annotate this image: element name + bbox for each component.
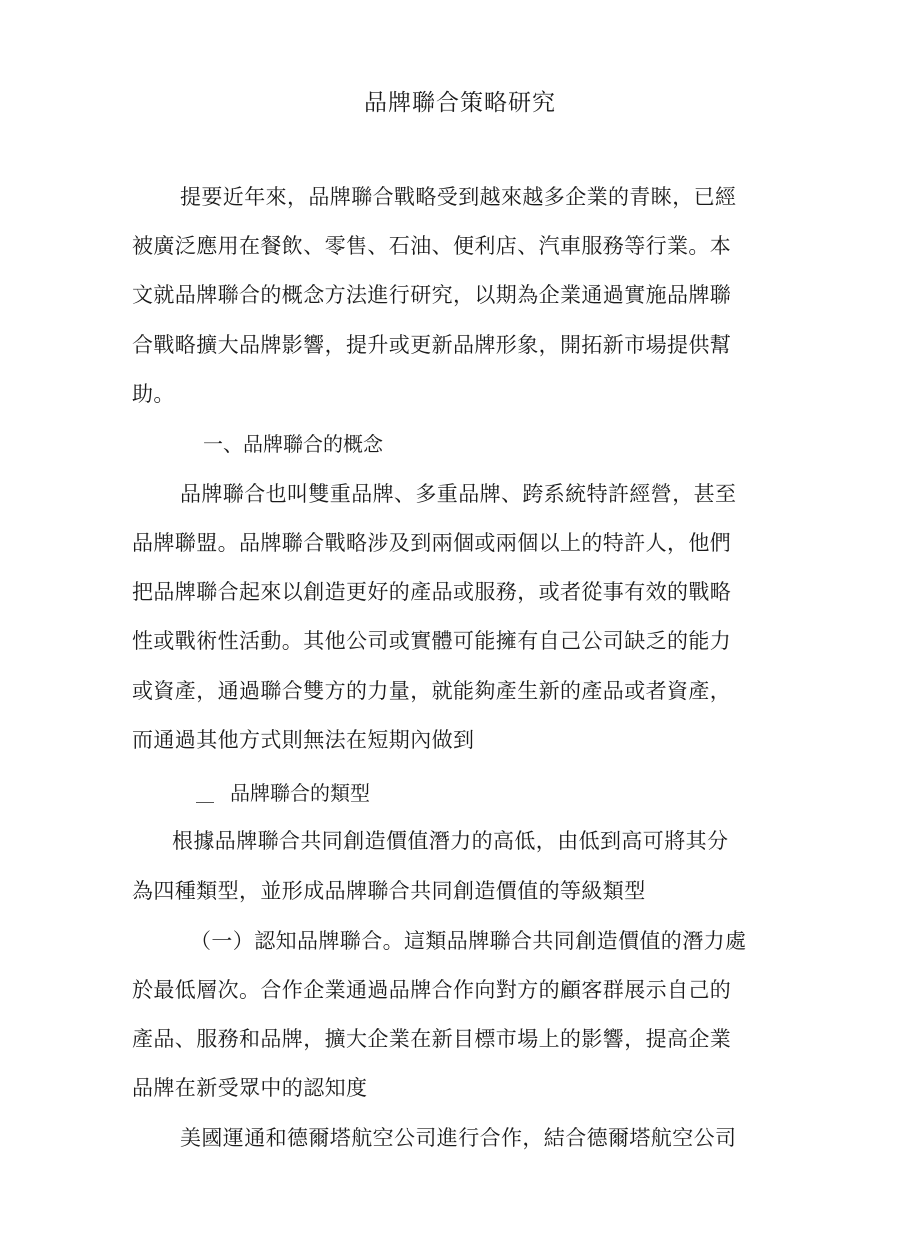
abstract-line-3: 文就品牌聯合的概念方法進行研究，以期為企業通過實施品牌聯 bbox=[132, 283, 732, 307]
section1-heading: 一、品牌聯合的概念 bbox=[203, 432, 383, 456]
section1-line-1: 品牌聯合也叫雙重品牌、多重品牌、跨系統特許經營，甚至 bbox=[180, 482, 737, 506]
section1-line-5: 或資產，通過聯合雙方的力量，就能夠產生新的產品或者資產， bbox=[132, 679, 732, 703]
sub1-line-4: 品牌在新受眾中的認知度 bbox=[132, 1076, 368, 1100]
section1-line-4: 性或戰術性活動。其他公司或實體可能擁有自己公司缺乏的能力 bbox=[132, 629, 732, 653]
section2-line-1: 根據品牌聯合共同創造價值潛力的高低，由低到高可將其分 bbox=[172, 829, 729, 853]
abstract-line-1: 提要近年來，品牌聯合戰略受到越來越多企業的青睞，已經 bbox=[180, 185, 737, 209]
section1-line-2: 品牌聯盟。品牌聯合戰略涉及到兩個或兩個以上的特許人，他們 bbox=[132, 531, 732, 555]
abstract-line-5: 助。 bbox=[132, 382, 175, 406]
sub1-line-3: 產品、服務和品牌，擴大企業在新目標市場上的影響，提高企業 bbox=[132, 1027, 732, 1051]
sub1-line-2: 於最低層次。合作企業通過品牌合作向對方的顧客群展示自己的 bbox=[132, 978, 732, 1002]
section1-line-3: 把品牌聯合起來以創造更好的產品或服務，或者從事有效的戰略 bbox=[132, 580, 732, 604]
section1-line-6: 而通過其他方式則無法在短期內做到 bbox=[132, 728, 475, 752]
abstract-line-4: 合戰略擴大品牌影響，提升或更新品牌形象，開拓新市場提供幫 bbox=[132, 333, 732, 357]
document-title: 品牌聯合策略研究 bbox=[364, 90, 556, 116]
sub1-line-1: （一）認知品牌聯合。這類品牌聯合共同創造價值的潛力處 bbox=[190, 929, 747, 953]
section2-number-mark bbox=[196, 799, 214, 803]
section2-heading: 品牌聯合的類型 bbox=[230, 781, 370, 805]
abstract-line-2: 被廣泛應用在餐飲、零售、石油、便利店、汽車服務等行業。本 bbox=[132, 234, 732, 258]
section2-line-2: 為四種類型，並形成品牌聯合共同創造價值的等級類型 bbox=[132, 879, 646, 903]
example-line-1: 美國運通和德爾塔航空公司進行合作，結合德爾塔航空公司 bbox=[180, 1126, 737, 1150]
